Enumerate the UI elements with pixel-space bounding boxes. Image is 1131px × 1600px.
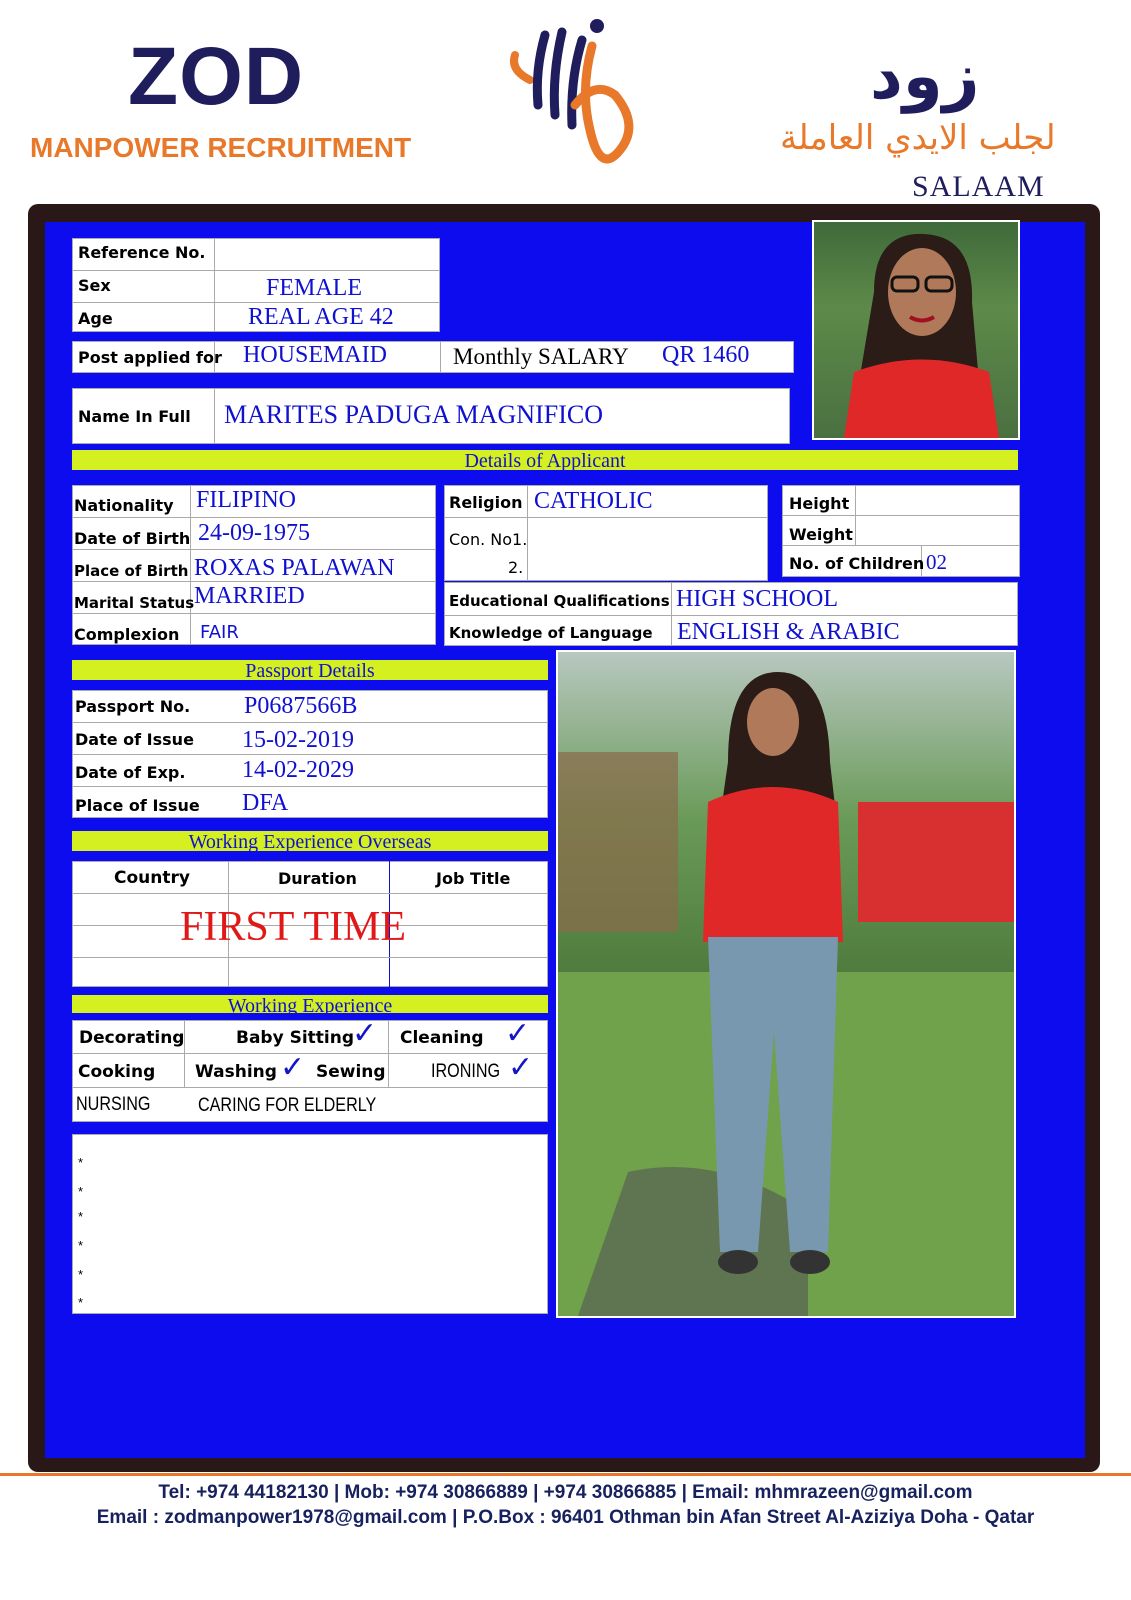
first-time-note: FIRST TIME — [180, 904, 406, 950]
salary-label: Monthly SALARY — [453, 344, 629, 369]
ironing-check-icon: ✓ — [508, 1051, 534, 1084]
details-heading: Details of Applicant — [72, 450, 1018, 470]
sex-value: FEMALE — [266, 275, 362, 301]
arabic-tagline: لجلب الايدي العاملة — [780, 118, 1056, 158]
religion-value: CATHOLIC — [534, 488, 653, 514]
complexion-label: Complexion — [74, 625, 180, 644]
reference-label: Reference No. — [78, 243, 206, 262]
washing-check-icon: ✓ — [280, 1051, 306, 1084]
footer-contact-line: Tel: +974 44182130 | Mob: +974 30866889 | +974 30866885 | Email: mhmrazeen@gmail.com — [158, 1482, 973, 1503]
language-value: ENGLISH & ARABIC — [677, 619, 900, 645]
children-value: 02 — [926, 550, 947, 574]
portrait-photo — [812, 220, 1020, 440]
weight-label: Weight — [789, 525, 853, 544]
issue-date-label: Date of Issue — [75, 730, 194, 749]
brand-title: ZOD — [128, 31, 305, 122]
baby-sitting-check-icon: ✓ — [352, 1017, 378, 1050]
issue-place-label: Place of Issue — [75, 796, 200, 815]
pob-label: Place of Birth — [74, 562, 189, 580]
sex-label: Sex — [78, 276, 111, 295]
name-label: Name In Full — [78, 407, 191, 426]
brand-tagline: MANPOWER RECRUITMENT — [30, 132, 412, 163]
full-body-figure-icon — [558, 652, 1014, 1316]
col-duration: Duration — [278, 869, 357, 888]
issue-date-value: 15-02-2019 — [242, 727, 354, 753]
exp-date-label: Date of Exp. — [75, 763, 186, 782]
footer-address-line: Email : zodmanpower1978@gmail.com | P.O.Box : 96401 Othman bin Afan Street Al-Aziziya Doha - Qatar — [96, 1507, 1035, 1528]
salary-value: QR 1460 — [662, 342, 750, 368]
skill-cleaning: Cleaning — [400, 1028, 484, 1048]
footer-divider — [0, 1473, 1131, 1476]
dob-label: Date of Birth — [74, 529, 191, 548]
skill-nursing: NURSING — [76, 1094, 151, 1115]
skill-cooking: Cooking — [78, 1062, 156, 1082]
passport-heading: Passport Details — [72, 660, 548, 680]
notes-box — [72, 1134, 548, 1314]
skill-ironing: IRONING — [431, 1061, 501, 1082]
experience-heading: Working Experience — [72, 995, 548, 1013]
note-bullet-4: * — [78, 1238, 84, 1253]
post-label: Post applied for — [78, 348, 222, 367]
con2-label: 2. — [508, 558, 524, 577]
name-value: MARITES PADUGA MAGNIFICO — [224, 400, 603, 429]
nationality-value: FILIPINO — [196, 487, 296, 513]
passport-no-value: P0687566B — [244, 693, 358, 719]
note-bullet-3: * — [78, 1209, 84, 1224]
language-label: Knowledge of Language — [449, 624, 653, 642]
cleaning-check-icon: ✓ — [505, 1017, 531, 1050]
overseas-heading: Working Experience Overseas — [72, 831, 548, 851]
marital-label: Marital Status — [74, 594, 195, 612]
skill-decorating: Decorating — [79, 1028, 185, 1048]
arabic-brand: زود — [870, 40, 980, 114]
note-bullet-5: * — [78, 1267, 84, 1282]
con1-label: Con. No1. — [449, 530, 528, 549]
note-bullet-6: * — [78, 1295, 84, 1310]
skill-baby-sitting: Baby Sitting — [236, 1028, 355, 1048]
marital-value: MARRIED — [194, 583, 305, 609]
dob-value: 24-09-1975 — [198, 520, 310, 546]
pob-value: ROXAS PALAWAN — [194, 555, 395, 581]
note-bullet-1: * — [78, 1155, 84, 1170]
skill-sewing: Sewing — [316, 1062, 386, 1082]
education-value: HIGH SCHOOL — [676, 586, 838, 612]
skill-washing: Washing — [195, 1062, 277, 1082]
full-body-photo — [556, 650, 1016, 1318]
portrait-figure-icon — [814, 222, 1018, 438]
logo-figure-icon — [500, 10, 640, 180]
post-value: HOUSEMAID — [243, 342, 387, 368]
col-job-title: Job Title — [436, 869, 511, 888]
complexion-value: FAIR — [200, 622, 239, 643]
age-value: REAL AGE 42 — [248, 304, 394, 330]
religion-label: Religion — [449, 493, 523, 512]
issue-place-value: DFA — [242, 790, 289, 816]
passport-no-label: Passport No. — [75, 697, 191, 716]
height-label: Height — [789, 494, 850, 513]
skill-caring-elderly: CARING FOR ELDERLY — [198, 1095, 377, 1116]
nationality-label: Nationality — [74, 496, 174, 515]
children-label: No. of Children — [789, 554, 925, 573]
exp-date-value: 14-02-2029 — [242, 757, 354, 783]
education-label: Educational Qualifications — [449, 592, 670, 610]
age-label: Age — [78, 309, 113, 328]
col-country: Country — [114, 868, 190, 888]
note-bullet-2: * — [78, 1184, 84, 1199]
salaam-label: SALAAM — [912, 170, 1045, 203]
